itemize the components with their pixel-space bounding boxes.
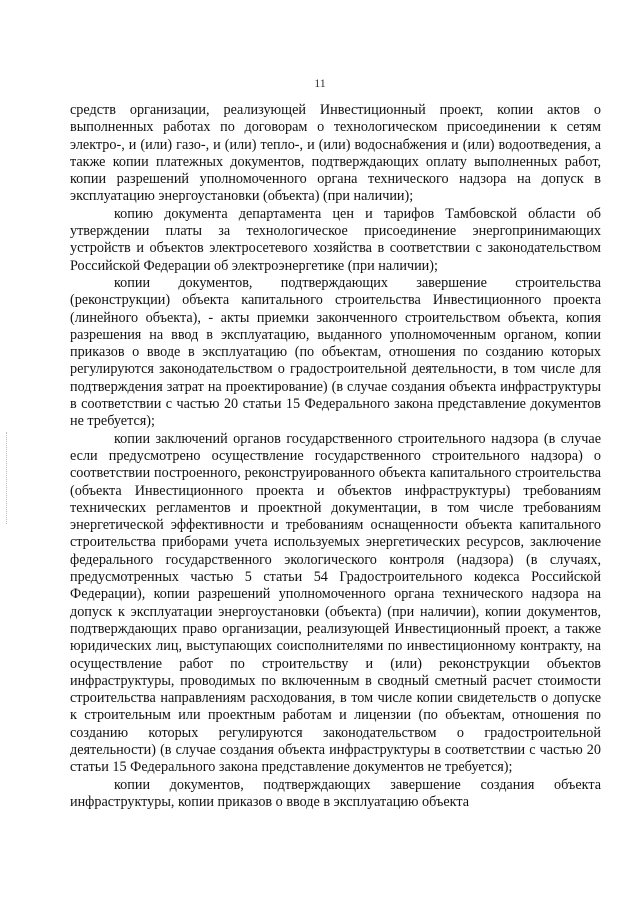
paragraph-tariff-document: копию документа департамента цен и тарифов Тамбовской области об утверждении платы за технологическое присоединение энергопринимающих устройств и объектов электросетевого хозяйства в соответствии с законодательством Российской Федерации об электроэнергетике (при наличии);	[70, 205, 601, 274]
document-body	[70, 102, 601, 811]
paragraph-supervision-conclusions: копии заключений органов государственного строительного надзора (в случае если предусмотрено осуществление государственного строительного надзора) о соответствии построенного, реконструированного объекта капитального строительства (объекта Инвестиционного проекта и объектов инфраструктуры) требованиям технических регламентов и проектной документации, в том числе требованиям энергетической эффективности и требованиям оснащенности объекта капитального строительства приборами учета используемых энергетических ресурсов, заключение федерального государственного экологического контроля (надзора) (в случаях, предусмотренных частью 5 статьи 54 Градостроительного кодекса Российской Федерации), копии разрешений уполномоченного органа технического надзора на допуск к эксплуатации энергоустановки (объекта) (при наличии), копии документов, подтверждающих право организации, реализующей Инвестиционный проект, а также юридических лиц, выступающих соисполнителями по инвестиционному контракту, на осуществление работ по строительству и (или) реконструкции объектов инфраструктуры, проводимых по включенным в сводный сметный расчет стоимости строительства направлениям расходования, в том числе копии свидетельств о допуске к строительным или проектным работам и лицензии (по объектам, отношения по созданию которых регулируются законодательством о градостроительной деятельности) (в случае создания объекта инфраструктуры в соответствии с частью 20 статьи 15 Федерального закона представление документов не требуется);	[70, 430, 601, 776]
paragraph-infrastructure-completion: копии документов, подтверждающих завершение создания объекта инфраструктуры, копии приказов о вводе в эксплуатацию объекта	[70, 776, 601, 810]
paragraph-continuation: средств организации, реализующей Инвестиционный проект, копии актов о выполненных работах по договорам о технологическом присоединении к сетям электро-, и (или) газо-, и (или) тепло-, и (или) водоснабжения и (или) водоотведения, а также копии платежных документов, подтверждающих оплату выполненных работ, копии разрешений уполномоченного органа технического надзора на допуск в эксплуатацию энергоустановки (объекта) (при наличии);	[70, 102, 601, 205]
page-number: 11	[314, 76, 326, 90]
paragraph-construction-completion: копии документов, подтверждающих завершение строительства (реконструкции) объекта капитального строительства Инвестиционного проекта (линейного объекта), - акты приемки законченного строительством объекта, копия разрешения на ввод в эксплуатацию, выданного уполномоченным органом, копии приказов о вводе в эксплуатацию (по объектам, отношения по созданию которых регулируются законодательством о градостроительной деятельности, в том числе для подтверждения затрат на проектирование) (в случае создания объекта инфраструктуры в соответствии с частью 20 статьи 15 Федерального закона представление документов не требуется);	[70, 274, 601, 430]
scan-margin-mark	[6, 432, 9, 524]
